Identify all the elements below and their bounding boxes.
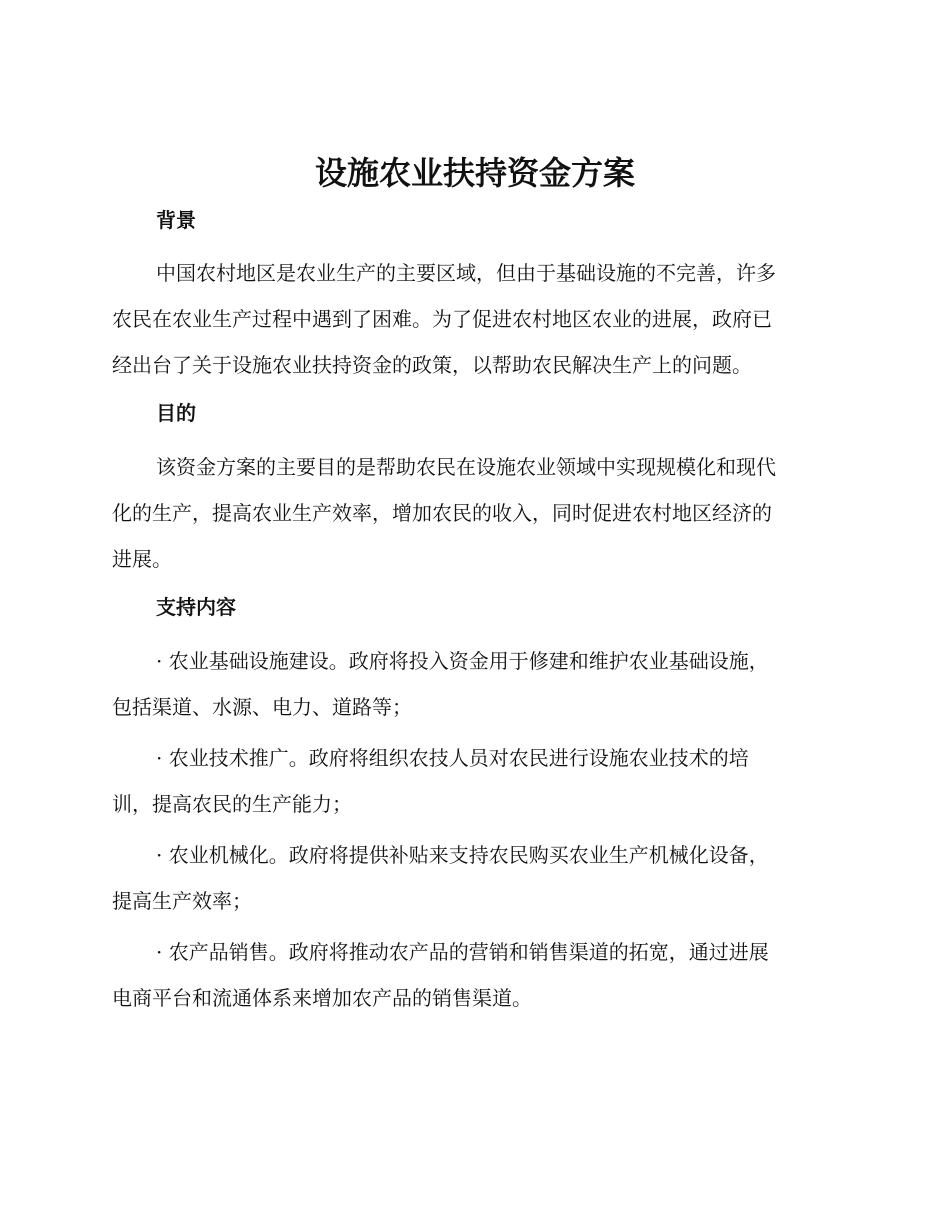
paragraph-line: 中国农村地区是农业生产的主要区域，但由于基础设施的不完善，许多 [156,261,776,285]
paragraph-line: 包括渠道、水源、电力、道路等； [112,695,412,719]
paragraph-line: 进展。 [112,547,172,571]
paragraph-line: · 农业技术推广。政府将组织农技人员对农民进行设施农业技术的培 [156,746,749,770]
paragraph-line: · 农业机械化。政府将提供补贴来支持农民购买农业生产机械化设备， [156,843,769,867]
paragraph-background [112,250,832,388]
paragraph-line: 训，提高农民的生产能力； [112,792,352,816]
list-item-infrastructure [112,638,832,730]
section-heading-support-content: 支持内容 [156,595,236,619]
list-item-mechanization [112,832,832,924]
paragraph-line: 经出台了关于设施农业扶持资金的政策，以帮助农民解决生产上的问题。 [112,353,752,377]
section-heading-background: 背景 [156,208,196,232]
paragraph-purpose [112,444,832,582]
paragraph-line: 该资金方案的主要目的是帮助农民在设施农业领域中实现规模化和现代 [156,455,776,479]
document-title: 设施农业扶持资金方案 [314,154,635,192]
paragraph-line: 提高生产效率； [112,889,252,913]
paragraph-line: 化的生产，提高农业生产效率，增加农民的收入，同时促进农村地区经济的 [112,501,772,525]
paragraph-line: 农民在农业生产过程中遇到了困难。为了促进农村地区农业的进展，政府已 [112,307,772,331]
paragraph-line: · 农产品销售。政府将推动农产品的营销和销售渠道的拓宽，通过进展 [156,940,769,964]
paragraph-line: 电商平台和流通体系来增加农产品的销售渠道。 [112,986,532,1010]
list-item-technology [112,735,832,827]
list-item-sales [112,929,832,1021]
paragraph-line: · 农业基础设施建设。政府将投入资金用于修建和维护农业基础设施， [156,649,769,673]
section-heading-purpose: 目的 [156,401,196,425]
